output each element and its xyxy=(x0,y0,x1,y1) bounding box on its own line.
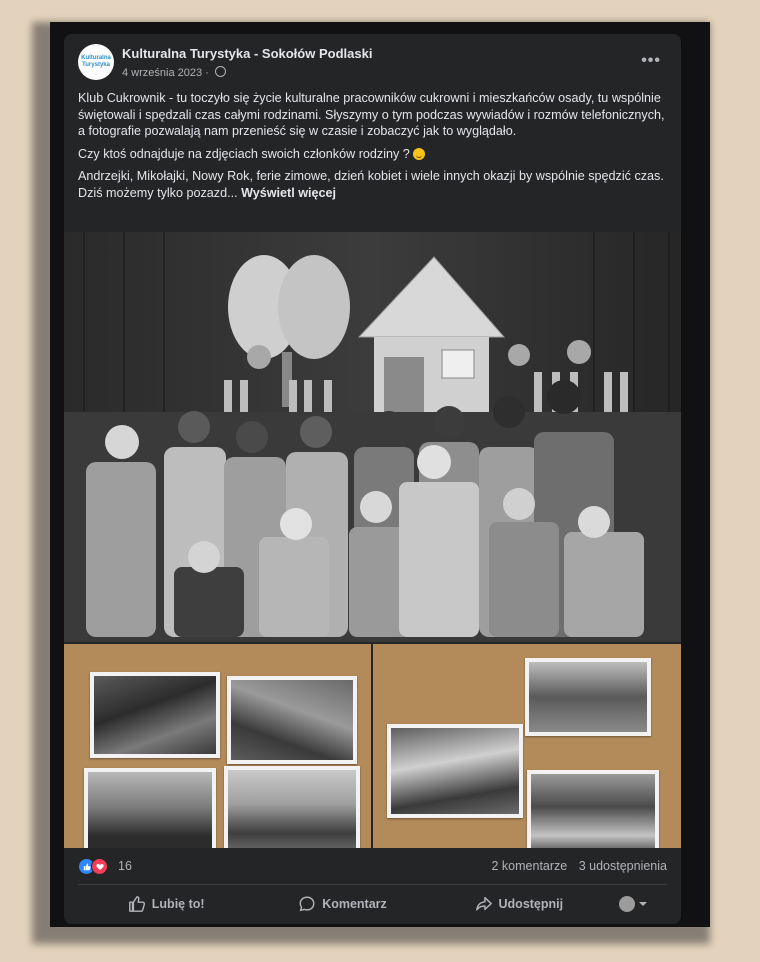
page-avatar[interactable] xyxy=(78,44,114,80)
post-date[interactable]: 4 września 2023 xyxy=(122,67,203,79)
shares-count-link[interactable]: 3 udostępnienia xyxy=(578,859,667,873)
comment-button-label: Komentarz xyxy=(322,897,387,911)
comment-icon xyxy=(298,895,316,913)
comments-count-link[interactable]: 2 komentarze xyxy=(491,859,568,873)
post-meta: 4 września 2023 · xyxy=(122,66,226,79)
print-photo-1 xyxy=(90,672,220,758)
post-paragraph-3 xyxy=(78,168,668,201)
audience-selector[interactable] xyxy=(607,886,667,922)
see-more-link[interactable]: Wyświetl więcej xyxy=(241,185,337,200)
facebook-post-card xyxy=(64,34,681,924)
reaction-icons[interactable] xyxy=(78,858,108,875)
share-button[interactable] xyxy=(431,886,607,922)
print-photo-7 xyxy=(527,770,659,848)
share-icon xyxy=(475,895,493,913)
actions-divider xyxy=(78,884,667,885)
post-header xyxy=(78,44,669,84)
post-paragraph-1: Klub Cukrownik - tu toczyło się życie kulturalne pracowników cukrowni i mieszkańców osady, tu wspólnie świętowali i spędzali czas całymi rodzinami. Słyszymy o tym podczas wywiadów i rozmów telefonicznych, a fotografie pozwalają nam przenieść się w czasie i zobaczyć jak to wyglądało. xyxy=(78,91,665,138)
print-photo-6 xyxy=(387,724,523,818)
thumbs-up-icon xyxy=(128,895,146,913)
print-photo-4 xyxy=(224,766,360,848)
chevron-down-icon xyxy=(638,899,648,909)
user-avatar xyxy=(619,896,635,912)
post-paragraph-2-text: Czy ktoś odnajduje na zdjęciach swoich członków rodziny ? xyxy=(78,146,410,161)
post-paragraph-2 xyxy=(78,146,668,163)
post-actions xyxy=(78,886,667,922)
print-photo-2 xyxy=(227,676,357,764)
post-stats xyxy=(78,856,667,876)
print-photo-3 xyxy=(84,768,216,848)
post-text xyxy=(78,90,668,207)
globe-icon xyxy=(215,66,226,77)
post-photo-main[interactable] xyxy=(64,232,681,642)
reaction-count[interactable]: 16 xyxy=(118,859,132,873)
avatar-logo-text: Kulturalna Turystyka xyxy=(81,55,111,68)
page-name-link[interactable]: Kulturalna Turystyka - Sokołów Podlaski xyxy=(122,46,373,61)
stage-photo-image xyxy=(64,232,681,642)
post-photo-left[interactable] xyxy=(64,644,371,848)
post-photo-right[interactable] xyxy=(373,644,681,848)
post-paragraph-3-text: Andrzejki, Mikołajki, Nowy Rok, ferie zimowe, dzień kobiet i wiele innych okazji by wspólnie spędzić czas. Dziś możemy tylko pozazd... xyxy=(78,169,664,200)
print-photo-5 xyxy=(525,658,651,736)
love-reaction-icon xyxy=(91,858,108,875)
like-button-label: Lubię to! xyxy=(151,897,205,911)
smile-emoji-icon xyxy=(413,148,425,160)
share-button-label: Udostępnij xyxy=(498,897,564,911)
stats-right xyxy=(492,859,668,873)
more-options-icon[interactable]: ••• xyxy=(641,52,661,69)
like-button[interactable] xyxy=(78,886,254,922)
comment-button[interactable] xyxy=(254,886,430,922)
